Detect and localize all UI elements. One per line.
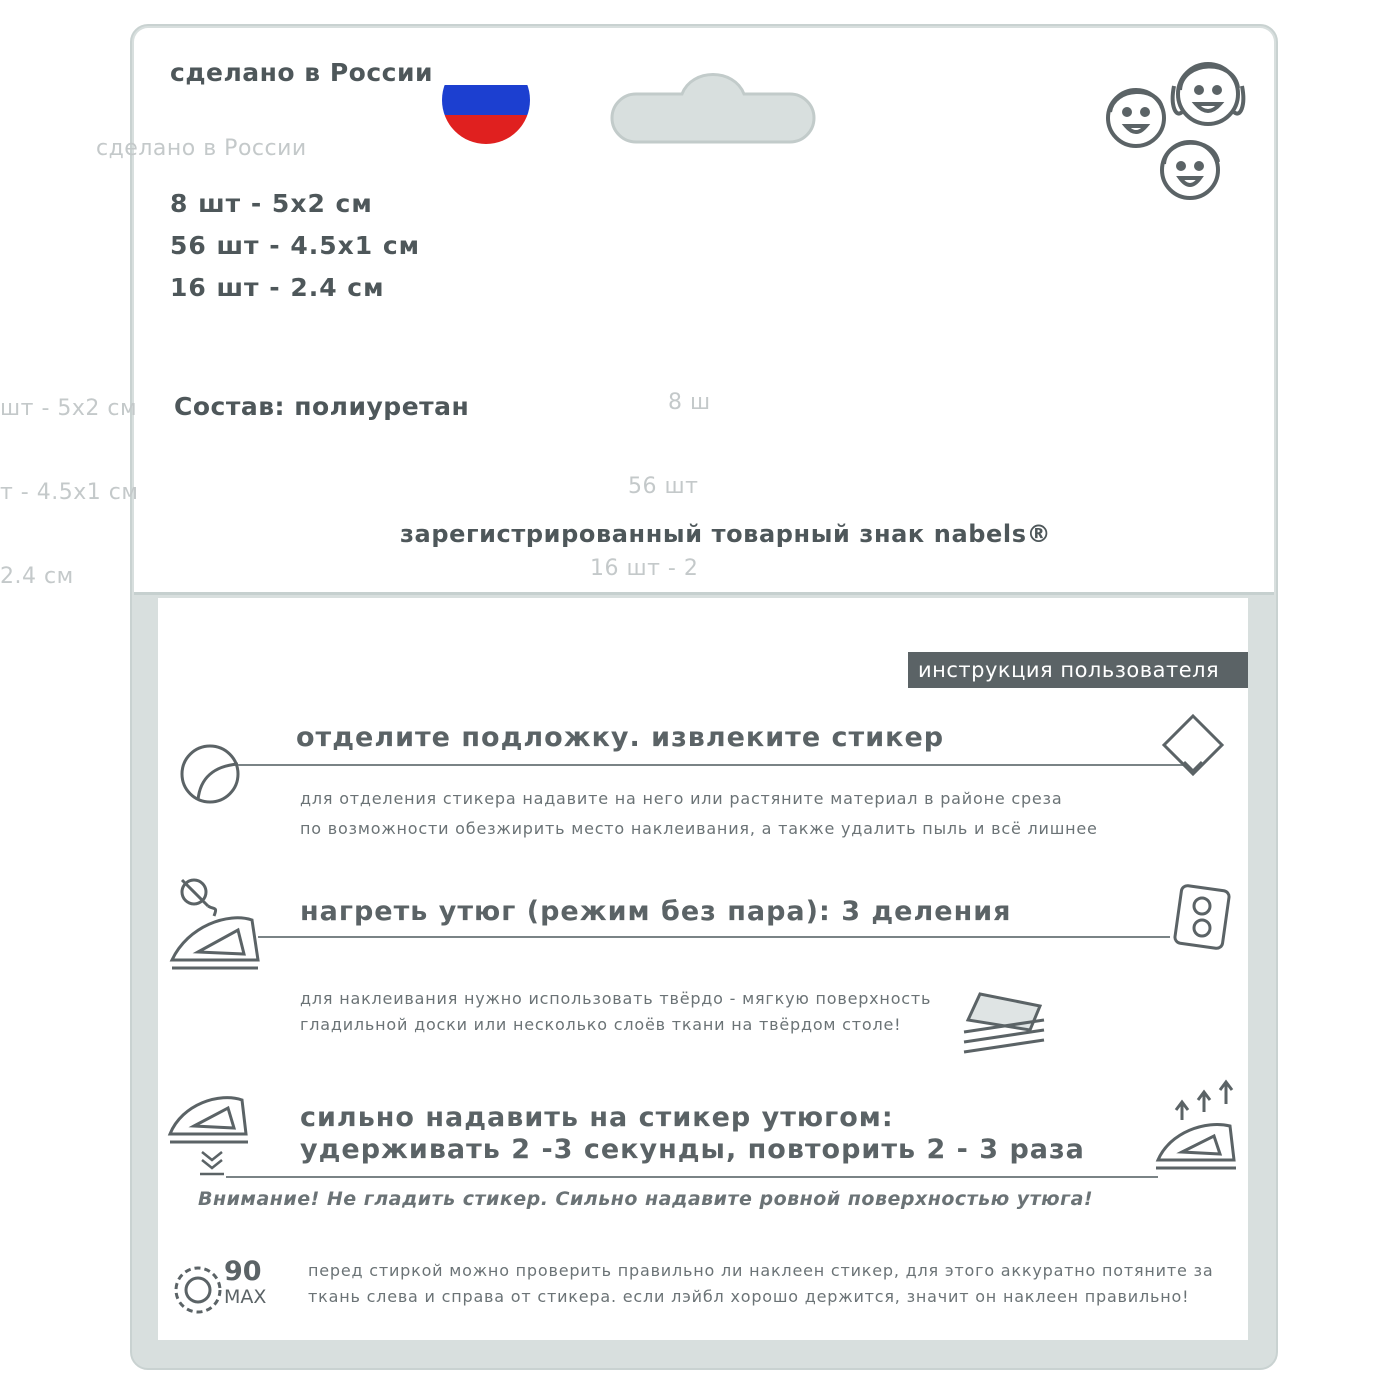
trademark: зарегистрированный товарный знак nabels® [400,520,1052,548]
step1-line-2: по возможности обезжирить место наклеивания, а также удалить пыль и всё лишнее [300,819,1098,838]
fabric-layers-icon [960,990,1050,1060]
ghost-center-1: 8 ш [668,390,711,415]
size-row-2: 56 шт - 4.5х1 см [170,231,421,260]
step3-title-line-2: удерживать 2 -3 секунды, повторить 2 - 3 раза [300,1134,1085,1165]
instructions-panel [158,598,1248,1340]
wash-temp: 90 [224,1256,262,1287]
wash-90-icon [172,1264,224,1316]
wash-line-1: перед стиркой можно проверить правильно ли наклеен стикер, для этого аккуратно потяните за [308,1261,1214,1280]
hanger-hole-icon [600,66,826,144]
iron-press-icon [168,1090,250,1146]
russia-flag-icon [442,56,530,144]
step2-title: нагреть утюг (режим без пара): 3 деления [300,896,1012,927]
instructions-badge: инструкция пользователя [908,652,1248,688]
step1-text [300,784,1098,844]
press-arrows-icon [198,1148,226,1176]
size-row-1: 8 шт - 5х2 см [170,189,373,218]
sticker-diamond-icon [1162,714,1224,776]
step2-line-1: для наклеивания нужно использовать твёрдо - мягкую поверхность [300,989,932,1008]
step3-title [300,1102,1085,1166]
step2-text [300,986,931,1038]
kids-faces-icon [1096,46,1256,206]
iron-icon [168,906,262,974]
step2-line-2: гладильной доски или несколько слоёв ткани на твёрдом столе! [300,1015,902,1034]
step1-line [238,764,1188,766]
made-in-russia: сделано в России [170,58,433,87]
size-row-3: 16 шт - 2.4 см [170,273,385,302]
ghost-made-in: сделано в России [96,136,307,161]
step2-line [258,936,1170,938]
composition: Состав: полиуретан [174,392,470,421]
warning-text: Внимание! Не гладить стикер. Сильно надавите ровной поверхностью утюга! [198,1188,1094,1210]
step1-title: отделите подложку. извлеките стикер [296,722,945,753]
step1-line-1: для отделения стикера надавите на него или растяните материал в районе среза [300,789,1063,808]
iron-lift-icon [1154,1080,1240,1172]
ghost-center-3: 16 шт - 2 [590,556,699,581]
wash-line-2: ткань слева и справа от стикера. если лэйбл хорошо держится, значит он наклеен правильно! [308,1287,1190,1306]
wash-text [308,1258,1213,1310]
ghost-size-2: т - 4.5х1 см [0,480,139,505]
size-list [170,186,420,312]
ghost-center-2: 56 шт [628,474,699,499]
wash-max: MAX [224,1286,267,1308]
iron-dial-icon [1172,884,1232,950]
ghost-size-1: шт - 5х2 см [0,396,138,421]
step3-title-line-1: сильно надавить на стикер утюгом: [300,1102,894,1133]
circle-peel-icon [178,742,242,806]
step3-line [226,1176,1158,1178]
ghost-size-3: 2.4 см [0,564,74,589]
